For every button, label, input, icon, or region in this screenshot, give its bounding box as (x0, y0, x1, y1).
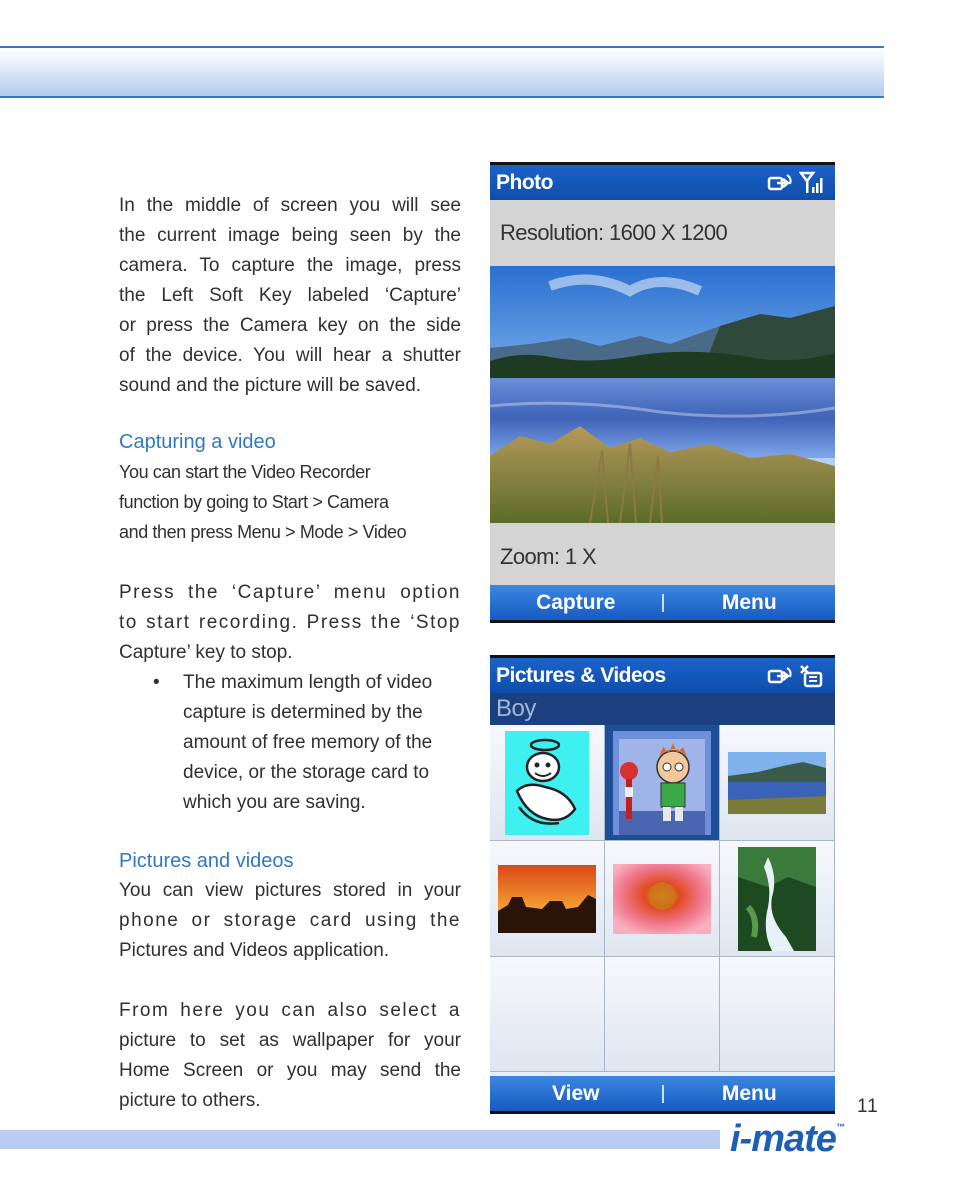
pictures-softbar (490, 1076, 835, 1114)
bullet-line: amount of free memory of the (183, 732, 433, 753)
sync-icon (767, 664, 795, 688)
video-line: and then press Menu > Mode > Video (119, 522, 407, 542)
zoom-label: Zoom: 1 X (500, 544, 597, 569)
intro-line: of the device. You will hear a shutter (119, 345, 461, 366)
video-section (119, 427, 461, 547)
page-number: 11 (857, 1096, 879, 1117)
pictures-titlebar (490, 655, 835, 693)
intro-line: camera. To capture the image, press (119, 255, 461, 276)
bullet-list (119, 668, 461, 818)
capture-softkey[interactable]: Capture (536, 590, 616, 614)
thumbnail-lake[interactable] (720, 725, 835, 841)
wallpaper-line: Home Screen or you may send the (119, 1060, 461, 1081)
thumbnail-angel[interactable] (490, 725, 605, 841)
press-paragraph (119, 578, 461, 668)
thumbnail-waterfall[interactable] (720, 841, 835, 957)
wallpaper-line: picture to set as wallpaper for your (119, 1030, 461, 1051)
menu-softkey[interactable]: Menu (721, 590, 777, 614)
photo-screen (490, 162, 835, 623)
intro-line: In the middle of screen you will see (119, 195, 461, 216)
pictures-line: You can view pictures stored in your (119, 880, 461, 901)
empty-cell (605, 957, 720, 1072)
thumbnail-sunset[interactable] (490, 841, 605, 957)
empty-cell (490, 957, 605, 1072)
video-line: You can start the Video Recorder (119, 462, 371, 482)
pictures-title: Pictures & Videos (496, 663, 666, 687)
bullet-line: which you are saving. (183, 792, 366, 813)
thumbnail-flower[interactable] (605, 841, 720, 957)
intro-line: the Left Soft Key labeled ‘Capture’ (119, 285, 461, 306)
empty-cell (720, 957, 835, 1072)
pictures-screen (490, 655, 835, 1114)
signal-icon (799, 171, 827, 195)
intro-paragraph (119, 191, 461, 401)
photo-titlebar (490, 162, 835, 200)
view-softkey[interactable]: View (552, 1081, 600, 1105)
pictures-paragraph (119, 876, 461, 966)
pictures-section (119, 846, 461, 876)
logo-text: i-mate (730, 1118, 836, 1160)
resolution-label: Resolution: 1600 X 1200 (500, 220, 728, 245)
pictures-line: Pictures and Videos application. (119, 940, 390, 961)
sync-icon (767, 171, 795, 195)
imate-logo (730, 1118, 844, 1161)
bullet-line: capture is determined by the (183, 702, 423, 723)
video-heading: Capturing a video (119, 431, 276, 453)
footer-band (0, 1130, 720, 1149)
press-line: Capture’ key to stop. (119, 642, 293, 663)
bullet-line: device, or the storage card to (183, 762, 430, 783)
wallpaper-paragraph (119, 996, 461, 1116)
menu-softkey[interactable]: Menu (721, 1081, 777, 1105)
folder-label[interactable]: Boy (490, 693, 835, 725)
press-line: to start recording. Press the ‘Stop (119, 612, 461, 633)
wallpaper-line: From here you can also select a (119, 1000, 461, 1021)
thumbnail-grid (490, 725, 835, 1072)
header-band (0, 46, 884, 98)
no-signal-icon (799, 664, 827, 688)
logo-tm: ™ (835, 1122, 844, 1132)
bullet-line: • The maximum length of video (183, 672, 433, 693)
intro-line: or press the Camera key on the side (119, 315, 461, 336)
pictures-heading: Pictures and videos (119, 850, 294, 872)
intro-line: sound and the picture will be saved. (119, 375, 422, 396)
thumbnail-boy[interactable] (605, 725, 720, 841)
video-line: function by going to Start > Camera (119, 492, 389, 512)
wallpaper-line: picture to others. (119, 1090, 261, 1111)
camera-preview (490, 266, 835, 523)
photo-title: Photo (496, 170, 553, 194)
bullet-item (153, 668, 461, 818)
photo-softbar (490, 585, 835, 623)
press-line: Press the ‘Capture’ menu option (119, 582, 461, 603)
intro-line: the current image being seen by the (119, 225, 461, 246)
pictures-line: phone or storage card using the (119, 910, 461, 931)
